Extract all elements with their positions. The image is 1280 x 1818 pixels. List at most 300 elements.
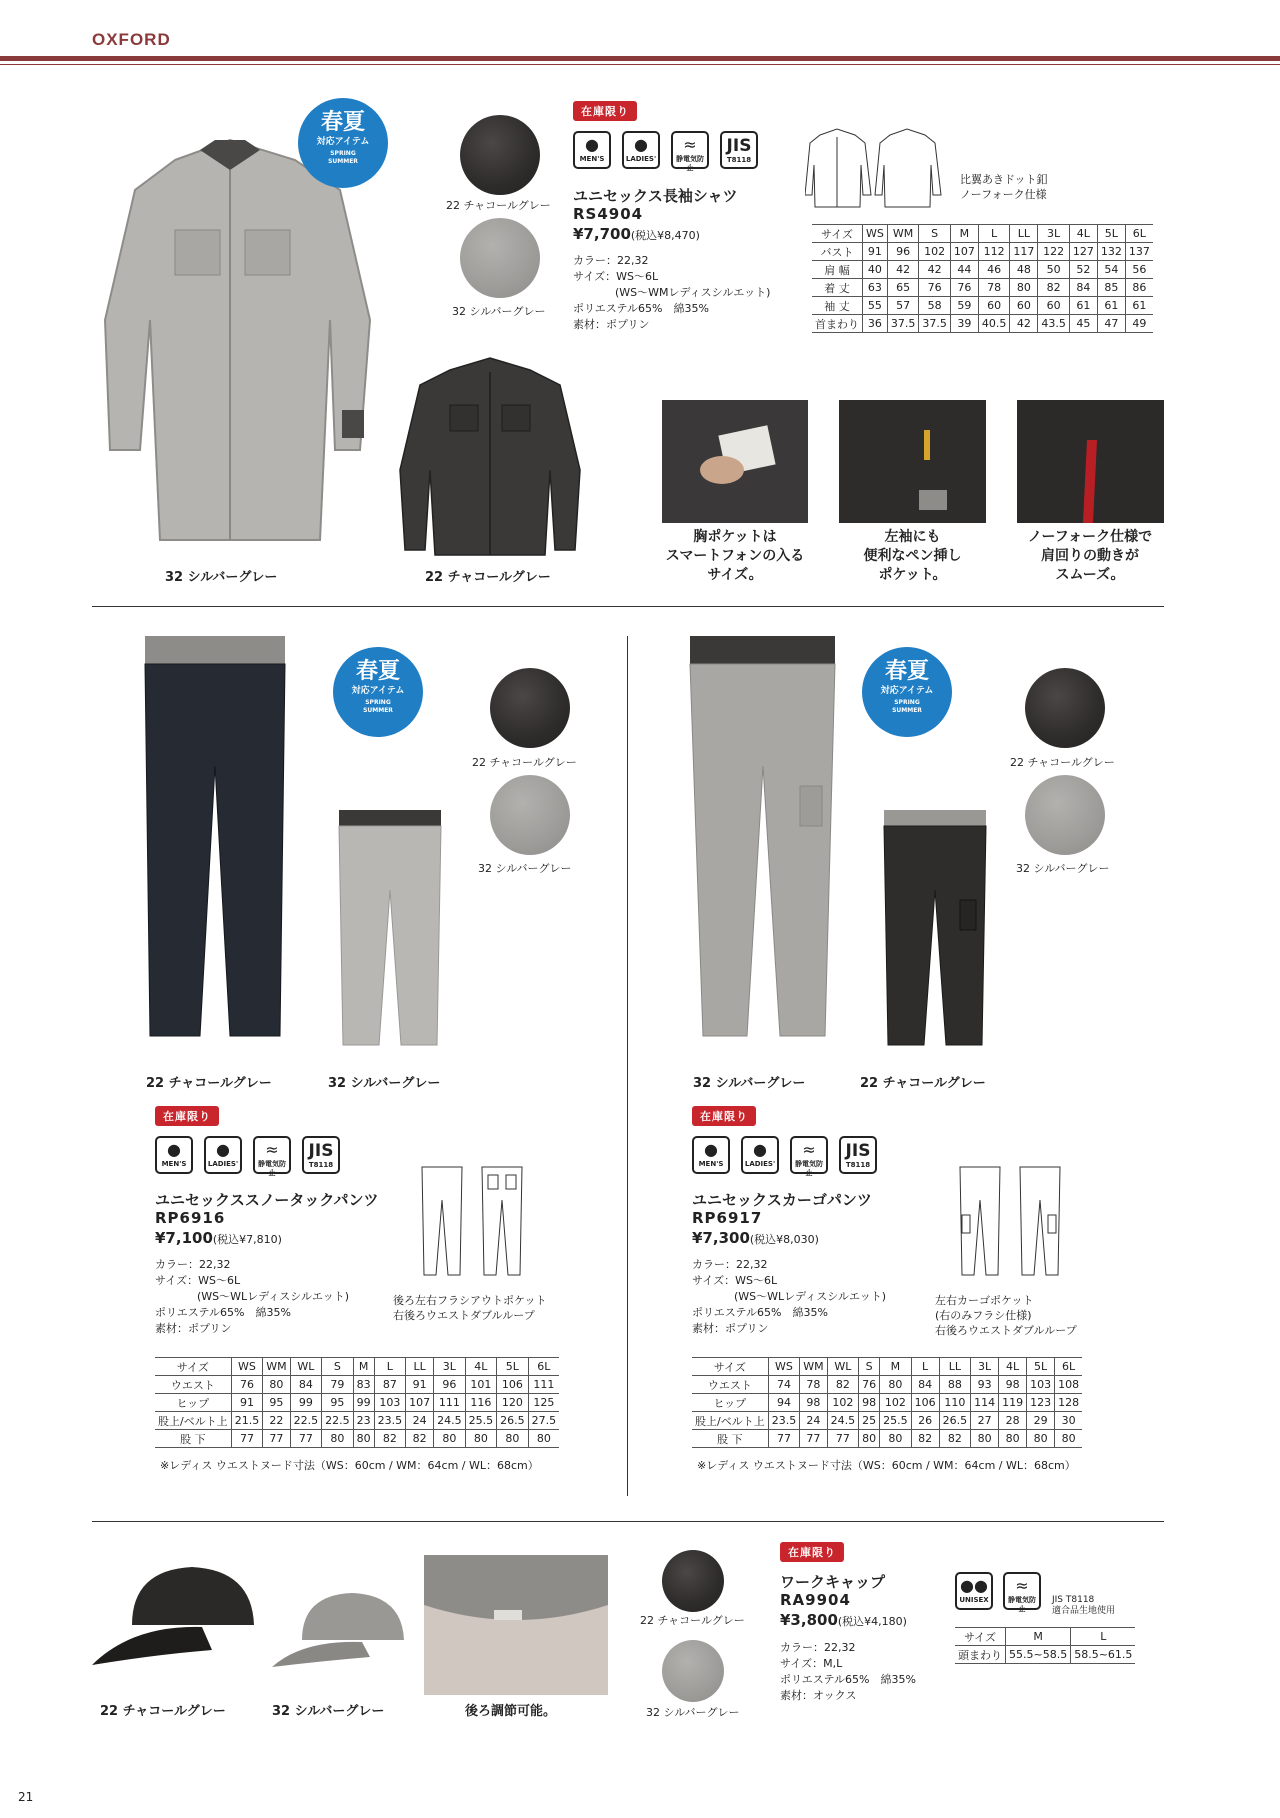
size-table-cell: 127: [1069, 243, 1097, 261]
size-table-cell: 122: [1038, 243, 1070, 261]
ladies-icon: ● LADIES': [741, 1136, 779, 1174]
cap-price: ¥3,800(税込¥4,180): [780, 1611, 907, 1629]
jis-icon: JIS T8118: [839, 1136, 877, 1174]
cap-jis-note: JIS T8118 適合品生地使用: [1052, 1595, 1116, 1616]
size-table-cell: 99: [353, 1394, 374, 1412]
size-table-row-label: サイズ: [692, 1358, 768, 1376]
size-table-cell: 57: [887, 297, 919, 315]
size-table-cell: 80: [434, 1430, 466, 1448]
cap-photo-silver: [272, 1585, 412, 1675]
size-table-cell: 101: [465, 1376, 497, 1394]
size-table-row-label: ヒップ: [692, 1394, 768, 1412]
pants2-swatch-silver-label: 32 シルバーグレー: [1016, 862, 1110, 875]
size-table-cell: 98: [800, 1394, 827, 1412]
cap-photo-back-adjuster: [424, 1555, 608, 1695]
size-table-cell: 5L: [1097, 225, 1125, 243]
detail-photo-back-norfolk: [1017, 400, 1164, 523]
size-table-cell: 42: [919, 261, 951, 279]
size-table-cell: 45: [1069, 315, 1097, 333]
size-table-cell: 80: [497, 1430, 529, 1448]
size-table-row-label: バスト: [812, 243, 863, 261]
size-table-row: [155, 1412, 559, 1430]
size-table-cell: 21.5: [231, 1412, 263, 1430]
pants2-swatch-charcoal-label: 22 チャコールグレー: [1010, 756, 1115, 769]
size-table-cell: 96: [887, 243, 919, 261]
mens-icon: ● MEN'S: [573, 131, 611, 169]
pants1-name: ユニセックススノータックパンツ: [155, 1191, 379, 1209]
size-table-cell: 98: [999, 1376, 1027, 1394]
badge-sub: 対応アイテム: [316, 137, 370, 147]
cap-size-table: [955, 1627, 1135, 1664]
size-table-cell: 78: [978, 279, 1010, 297]
size-table-cell: LL: [939, 1358, 971, 1376]
size-table-cell: 52: [1069, 261, 1097, 279]
cap-photo-charcoal: [92, 1555, 267, 1675]
size-table-cell: 6L: [528, 1358, 559, 1376]
mens-icon: ● MEN'S: [692, 1136, 730, 1174]
size-table-cell: 54: [1097, 261, 1125, 279]
size-table-cell: 48: [1010, 261, 1038, 279]
size-table-row: [692, 1376, 1082, 1394]
size-table-cell: 111: [528, 1376, 559, 1394]
size-table-cell: WL: [827, 1358, 859, 1376]
size-table-cell: 120: [497, 1394, 529, 1412]
size-table-cell: 4L: [1069, 225, 1097, 243]
size-table-cell: WM: [887, 225, 919, 243]
size-table-cell: 80: [1055, 1430, 1083, 1448]
size-table-cell: 80: [322, 1430, 354, 1448]
size-table-cell: 36: [863, 315, 888, 333]
size-table-cell: 59: [950, 297, 978, 315]
size-table-cell: 79: [322, 1376, 354, 1394]
size-table-cell: 80: [859, 1430, 880, 1448]
size-table-cell: 23.5: [374, 1412, 406, 1430]
cap-name: ワークキャップ: [780, 1573, 886, 1591]
pants2-specs: カラー：22,32 サイズ：WS～6L (WS～WLレディスシルエット) ポリエステル65% 綿35% 素材：ポプリン: [692, 1258, 887, 1335]
size-table-row: [155, 1358, 559, 1376]
size-table-cell: 95: [322, 1394, 354, 1412]
size-table-cell: 76: [919, 279, 951, 297]
antistatic-icon: ≈ 静電気防止: [671, 131, 709, 169]
pants2-swatch-charcoal: [1025, 668, 1105, 748]
ladies-icon: ● LADIES': [204, 1136, 242, 1174]
pants2-stock-label: 在庫限り: [692, 1106, 756, 1126]
size-table-row: [155, 1376, 559, 1394]
size-table-cell: 137: [1125, 243, 1153, 261]
size-table-cell: WM: [800, 1358, 827, 1376]
size-table-cell: 110: [939, 1394, 971, 1412]
shirt-specs: カラー：22,32 サイズ：WS～6L (WS～WMレディスシルエット) ポリエステル65% 綿35% 素材：ポプリン: [573, 254, 771, 331]
shirt-photo-charcoal: [390, 350, 590, 560]
size-table-cell: 85: [1097, 279, 1125, 297]
size-table-cell: 49: [1125, 315, 1153, 333]
size-table-cell: 6L: [1125, 225, 1153, 243]
size-table-row: [692, 1430, 1082, 1448]
pants1-stock-label: 在庫限り: [155, 1106, 219, 1126]
size-table-cell: 24: [406, 1412, 434, 1430]
size-table-cell: 24: [800, 1412, 827, 1430]
size-table-cell: 74: [768, 1376, 800, 1394]
section-divider: [92, 606, 1164, 607]
pants1-technical-drawing: [420, 1165, 550, 1280]
badge-en2: SUMMER: [328, 158, 358, 165]
size-table-cell: 77: [263, 1430, 290, 1448]
size-table-cell: 5L: [497, 1358, 529, 1376]
shirt-technical-drawing: [805, 125, 945, 210]
size-table-cell: 50: [1038, 261, 1070, 279]
size-table-cell: 28: [999, 1412, 1027, 1430]
size-table-cell: 78: [800, 1376, 827, 1394]
size-table-cell: 103: [1027, 1376, 1055, 1394]
shirt-drawing-note: 比翼あきドット釦 ノーフォーク仕様: [960, 173, 1048, 201]
size-table-cell: 55: [863, 297, 888, 315]
size-table-cell: 77: [768, 1430, 800, 1448]
size-table-cell: 77: [800, 1430, 827, 1448]
size-table-cell: L: [911, 1358, 939, 1376]
cap-caption-back: 後ろ調節可能。: [465, 1704, 557, 1719]
size-table-cell: 60: [1038, 297, 1070, 315]
pants2-drawing-note: 左右カーゴポケット (右のみフラシ仕様) 右後ろウエストダブルループ: [935, 1294, 1077, 1337]
size-table-cell: 132: [1097, 243, 1125, 261]
pants2-photo-silver: [685, 636, 840, 1046]
size-table-cell: 98: [859, 1394, 880, 1412]
ladies-icon: ● LADIES': [622, 131, 660, 169]
cap-swatch-silver-label: 32 シルバーグレー: [646, 1706, 740, 1719]
shirt-size-table: [812, 224, 1153, 333]
size-table-cell: L: [1071, 1628, 1136, 1646]
size-table-cell: 47: [1097, 315, 1125, 333]
size-table-cell: 80: [880, 1430, 912, 1448]
size-table-cell: 128: [1055, 1394, 1083, 1412]
size-table-cell: LL: [1010, 225, 1038, 243]
size-table-cell: M: [880, 1358, 912, 1376]
size-table-cell: 42: [887, 261, 919, 279]
size-table-cell: 76: [859, 1376, 880, 1394]
unisex-icon: ●● UNISEX: [955, 1572, 993, 1610]
size-table-cell: S: [322, 1358, 354, 1376]
pants1-size-table: [155, 1357, 559, 1448]
size-table-cell: 23.5: [768, 1412, 800, 1430]
size-table-cell: 123: [1027, 1394, 1055, 1412]
size-table-cell: 82: [406, 1430, 434, 1448]
size-table-cell: 86: [1125, 279, 1153, 297]
size-table-cell: 3L: [1038, 225, 1070, 243]
size-table-cell: 77: [827, 1430, 859, 1448]
size-table-cell: 117: [1010, 243, 1038, 261]
feature-chest-pocket: 胸ポケットは スマートフォンの入る サイズ。: [665, 529, 805, 583]
size-table-cell: 26.5: [497, 1412, 529, 1430]
page-number: 21: [18, 1790, 34, 1804]
jis-icon: JIS T8118: [302, 1136, 340, 1174]
stock-label: 在庫限り: [573, 101, 637, 121]
size-table-cell: 26.5: [939, 1412, 971, 1430]
size-table-cell: 125: [528, 1394, 559, 1412]
swatch-charcoal: [460, 115, 540, 195]
size-table-row: [812, 297, 1153, 315]
size-table-row-label: ウエスト: [692, 1376, 768, 1394]
season-badge-pants2: 春夏 対応アイテム SPRING SUMMER: [862, 647, 952, 737]
size-table-cell: 76: [950, 279, 978, 297]
size-table-cell: 82: [939, 1430, 971, 1448]
pants1-photo-charcoal: [140, 636, 290, 1046]
badge-en1: SPRING: [330, 150, 356, 157]
size-table-cell: 112: [978, 243, 1010, 261]
size-table-cell: 5L: [1027, 1358, 1055, 1376]
size-table-row-label: サイズ: [812, 225, 863, 243]
size-table-cell: 94: [768, 1394, 800, 1412]
size-table-cell: 26: [911, 1412, 939, 1430]
season-badge-pants1: 春夏 対応アイテム SPRING SUMMER: [333, 647, 423, 737]
shirt-price: ¥7,700(税込¥8,470): [573, 225, 700, 243]
size-table-cell: 102: [827, 1394, 859, 1412]
pants2-code: RP6917: [692, 1209, 763, 1227]
size-table-cell: 24.5: [434, 1412, 466, 1430]
header-rule: [0, 56, 1280, 61]
pants1-specs: カラー：22,32 サイズ：WS～6L (WS～WLレディスシルエット) ポリエステル65% 綿35% 素材：ポプリン: [155, 1258, 350, 1335]
feature-norfolk: ノーフォーク仕様で 肩回りの動きが スムーズ。: [1027, 529, 1153, 583]
size-table-row: [955, 1646, 1135, 1664]
pants1-caption-charcoal: 22 チャコールグレー: [146, 1076, 272, 1091]
size-table-cell: 82: [827, 1376, 859, 1394]
cap-specs: カラー：22,32 サイズ：M,L ポリエステル65% 綿35% 素材：オックス: [780, 1641, 916, 1702]
pants2-footnote: ※レディス ウエストヌード寸法（WS：60cm / WM：64cm / WL：68cm）: [697, 1459, 1076, 1472]
pants1-footnote: ※レディス ウエストヌード寸法（WS：60cm / WM：64cm / WL：68cm）: [160, 1459, 539, 1472]
size-table-cell: 84: [1069, 279, 1097, 297]
size-table-cell: WS: [231, 1358, 263, 1376]
swatch-silver: [460, 218, 540, 298]
pants1-swatch-charcoal: [490, 668, 570, 748]
size-table-cell: 65: [887, 279, 919, 297]
pants1-price: ¥7,100(税込¥7,810): [155, 1229, 282, 1247]
size-table-cell: 80: [880, 1376, 912, 1394]
cap-caption-charcoal: 22 チャコールグレー: [100, 1704, 226, 1719]
size-table-cell: S: [919, 225, 951, 243]
size-table-row: [692, 1394, 1082, 1412]
size-table-cell: 25.5: [465, 1412, 497, 1430]
size-table-cell: 29: [1027, 1412, 1055, 1430]
size-table-row: [155, 1394, 559, 1412]
pants2-price: ¥7,300(税込¥8,030): [692, 1229, 819, 1247]
size-table-cell: 83: [353, 1376, 374, 1394]
size-table-cell: 82: [911, 1430, 939, 1448]
column-divider: [627, 636, 628, 1496]
size-table-cell: 80: [465, 1430, 497, 1448]
size-table-cell: 95: [263, 1394, 290, 1412]
size-table-row-label: 股 下: [155, 1430, 231, 1448]
size-table-cell: 39: [950, 315, 978, 333]
size-table-row: [692, 1358, 1082, 1376]
swatch-charcoal-label: 22 チャコールグレー: [446, 199, 551, 212]
size-table-row-label: 頭まわり: [955, 1646, 1006, 1664]
size-table-cell: 46: [978, 261, 1010, 279]
size-table-cell: 56: [1125, 261, 1153, 279]
size-table-cell: WL: [290, 1358, 322, 1376]
size-table-row: [812, 315, 1153, 333]
pants2-technical-drawing: [958, 1165, 1088, 1280]
size-table-row: [812, 279, 1153, 297]
size-table-cell: 106: [911, 1394, 939, 1412]
size-table-cell: 80: [353, 1430, 374, 1448]
size-table-cell: 88: [939, 1376, 971, 1394]
jis-icon: JIS T8118: [720, 131, 758, 169]
size-table-cell: 40.5: [978, 315, 1010, 333]
size-table-cell: L: [978, 225, 1010, 243]
size-table-cell: M: [1006, 1628, 1071, 1646]
size-table-row: [955, 1628, 1135, 1646]
size-table-cell: 42: [1010, 315, 1038, 333]
size-table-row-label: 袖 丈: [812, 297, 863, 315]
size-table-cell: 76: [231, 1376, 263, 1394]
size-table-cell: 106: [497, 1376, 529, 1394]
size-table-cell: 22.5: [322, 1412, 354, 1430]
size-table-cell: 103: [374, 1394, 406, 1412]
season-badge: [298, 98, 388, 188]
size-table-cell: WS: [768, 1358, 800, 1376]
size-table-cell: 27: [971, 1412, 999, 1430]
size-table-cell: M: [950, 225, 978, 243]
size-table-cell: 82: [374, 1430, 406, 1448]
size-table-cell: 84: [911, 1376, 939, 1394]
size-table-cell: 25: [859, 1412, 880, 1430]
size-table-cell: 77: [290, 1430, 322, 1448]
antistatic-icon: ≈ 静電気防止: [1003, 1572, 1041, 1610]
size-table-row: [812, 243, 1153, 261]
size-table-cell: 77: [231, 1430, 263, 1448]
size-table-cell: 102: [880, 1394, 912, 1412]
size-table-cell: L: [374, 1358, 406, 1376]
size-table-cell: 80: [999, 1430, 1027, 1448]
shirt-caption-silver: 32 シルバーグレー: [165, 570, 278, 585]
size-table-cell: 22.5: [290, 1412, 322, 1430]
size-table-cell: 24.5: [827, 1412, 859, 1430]
shirt-name: ユニセックス長袖シャツ: [573, 187, 738, 205]
size-table-cell: 43.5: [1038, 315, 1070, 333]
pants1-caption-silver: 32 シルバーグレー: [328, 1076, 441, 1091]
size-table-cell: 27.5: [528, 1412, 559, 1430]
size-table-cell: 4L: [465, 1358, 497, 1376]
swatch-silver-label: 32 シルバーグレー: [452, 305, 546, 318]
size-table-row-label: 着 丈: [812, 279, 863, 297]
size-table-cell: LL: [406, 1358, 434, 1376]
pants2-name: ユニセックスカーゴパンツ: [692, 1191, 872, 1209]
size-table-cell: 107: [950, 243, 978, 261]
size-table-cell: 80: [528, 1430, 559, 1448]
header-rule-thin: [0, 64, 1280, 65]
size-table-cell: 82: [1038, 279, 1070, 297]
size-table-cell: 37.5: [887, 315, 919, 333]
size-table-cell: 58: [919, 297, 951, 315]
size-table-cell: 23: [353, 1412, 374, 1430]
size-table-cell: 60: [978, 297, 1010, 315]
size-table-cell: 111: [434, 1394, 466, 1412]
size-table-cell: 80: [1027, 1430, 1055, 1448]
feature-pen-pocket: 左袖にも 便利なペン挿し ポケット。: [863, 529, 962, 583]
pants1-code: RP6916: [155, 1209, 226, 1227]
pants2-caption-silver: 32 シルバーグレー: [693, 1076, 806, 1091]
size-table-row: [692, 1412, 1082, 1430]
size-table-row-label: 股 下: [692, 1430, 768, 1448]
shirt-caption-charcoal: 22 チャコールグレー: [425, 570, 551, 585]
antistatic-icon: ≈ 静電気防止: [253, 1136, 291, 1174]
cap-swatch-charcoal: [662, 1550, 724, 1612]
detail-photo-chest-pocket: [662, 400, 808, 523]
size-table-cell: WM: [263, 1358, 290, 1376]
size-table-cell: 107: [406, 1394, 434, 1412]
size-table-cell: 84: [290, 1376, 322, 1394]
size-table-cell: 37.5: [919, 315, 951, 333]
size-table-row-label: ヒップ: [155, 1394, 231, 1412]
size-table-cell: 116: [465, 1394, 497, 1412]
size-table-row: [155, 1430, 559, 1448]
size-table-cell: 80: [1010, 279, 1038, 297]
size-table-cell: M: [353, 1358, 374, 1376]
size-table-cell: S: [859, 1358, 880, 1376]
size-table-cell: 87: [374, 1376, 406, 1394]
pants1-photo-silver: [335, 810, 445, 1050]
size-table-cell: 22: [263, 1412, 290, 1430]
size-table-cell: 44: [950, 261, 978, 279]
cap-code: RA9904: [780, 1591, 851, 1609]
pants1-swatch-charcoal-label: 22 チャコールグレー: [472, 756, 577, 769]
size-table-row-label: ウエスト: [155, 1376, 231, 1394]
size-table-cell: 63: [863, 279, 888, 297]
size-table-cell: 91: [406, 1376, 434, 1394]
pants2-caption-charcoal: 22 チャコールグレー: [860, 1076, 986, 1091]
size-table-cell: 99: [290, 1394, 322, 1412]
pants2-swatch-silver: [1025, 775, 1105, 855]
size-table-cell: 3L: [434, 1358, 466, 1376]
size-table-row-label: 肩 幅: [812, 261, 863, 279]
size-table-cell: 80: [263, 1376, 290, 1394]
size-table-cell: 96: [434, 1376, 466, 1394]
size-table-row-label: 股上/ベルト上: [692, 1412, 768, 1430]
pants2-size-table: [692, 1357, 1082, 1448]
size-table-row-label: サイズ: [155, 1358, 231, 1376]
size-table-cell: 61: [1069, 297, 1097, 315]
shirt-code: RS4904: [573, 205, 644, 223]
size-table-cell: 108: [1055, 1376, 1083, 1394]
size-table-cell: 91: [231, 1394, 263, 1412]
pants1-swatch-silver-label: 32 シルバーグレー: [478, 862, 572, 875]
pants2-photo-charcoal: [880, 810, 990, 1050]
size-table-cell: 30: [1055, 1412, 1083, 1430]
size-table-cell: 91: [863, 243, 888, 261]
detail-photo-pen-pocket: [839, 400, 986, 523]
size-table-row: [812, 261, 1153, 279]
size-table-cell: 3L: [971, 1358, 999, 1376]
size-table-cell: 93: [971, 1376, 999, 1394]
size-table-cell: 102: [919, 243, 951, 261]
size-table-row-label: 首まわり: [812, 315, 863, 333]
size-table-cell: 114: [971, 1394, 999, 1412]
size-table-cell: 80: [971, 1430, 999, 1448]
size-table-cell: 58.5~61.5: [1071, 1646, 1136, 1664]
size-table-row-label: 股上/ベルト上: [155, 1412, 231, 1430]
badge-title: 春夏: [320, 110, 365, 135]
size-table-cell: 4L: [999, 1358, 1027, 1376]
pants1-swatch-silver: [490, 775, 570, 855]
size-table-row: [812, 225, 1153, 243]
size-table-cell: 61: [1097, 297, 1125, 315]
size-table-row-label: サイズ: [955, 1628, 1006, 1646]
section-divider: [92, 1521, 1164, 1522]
size-table-cell: 60: [1010, 297, 1038, 315]
size-table-cell: 25.5: [880, 1412, 912, 1430]
size-table-cell: 61: [1125, 297, 1153, 315]
cap-swatch-charcoal-label: 22 チャコールグレー: [640, 1614, 745, 1627]
antistatic-icon: ≈ 静電気防止: [790, 1136, 828, 1174]
cap-caption-silver: 32 シルバーグレー: [272, 1704, 385, 1719]
